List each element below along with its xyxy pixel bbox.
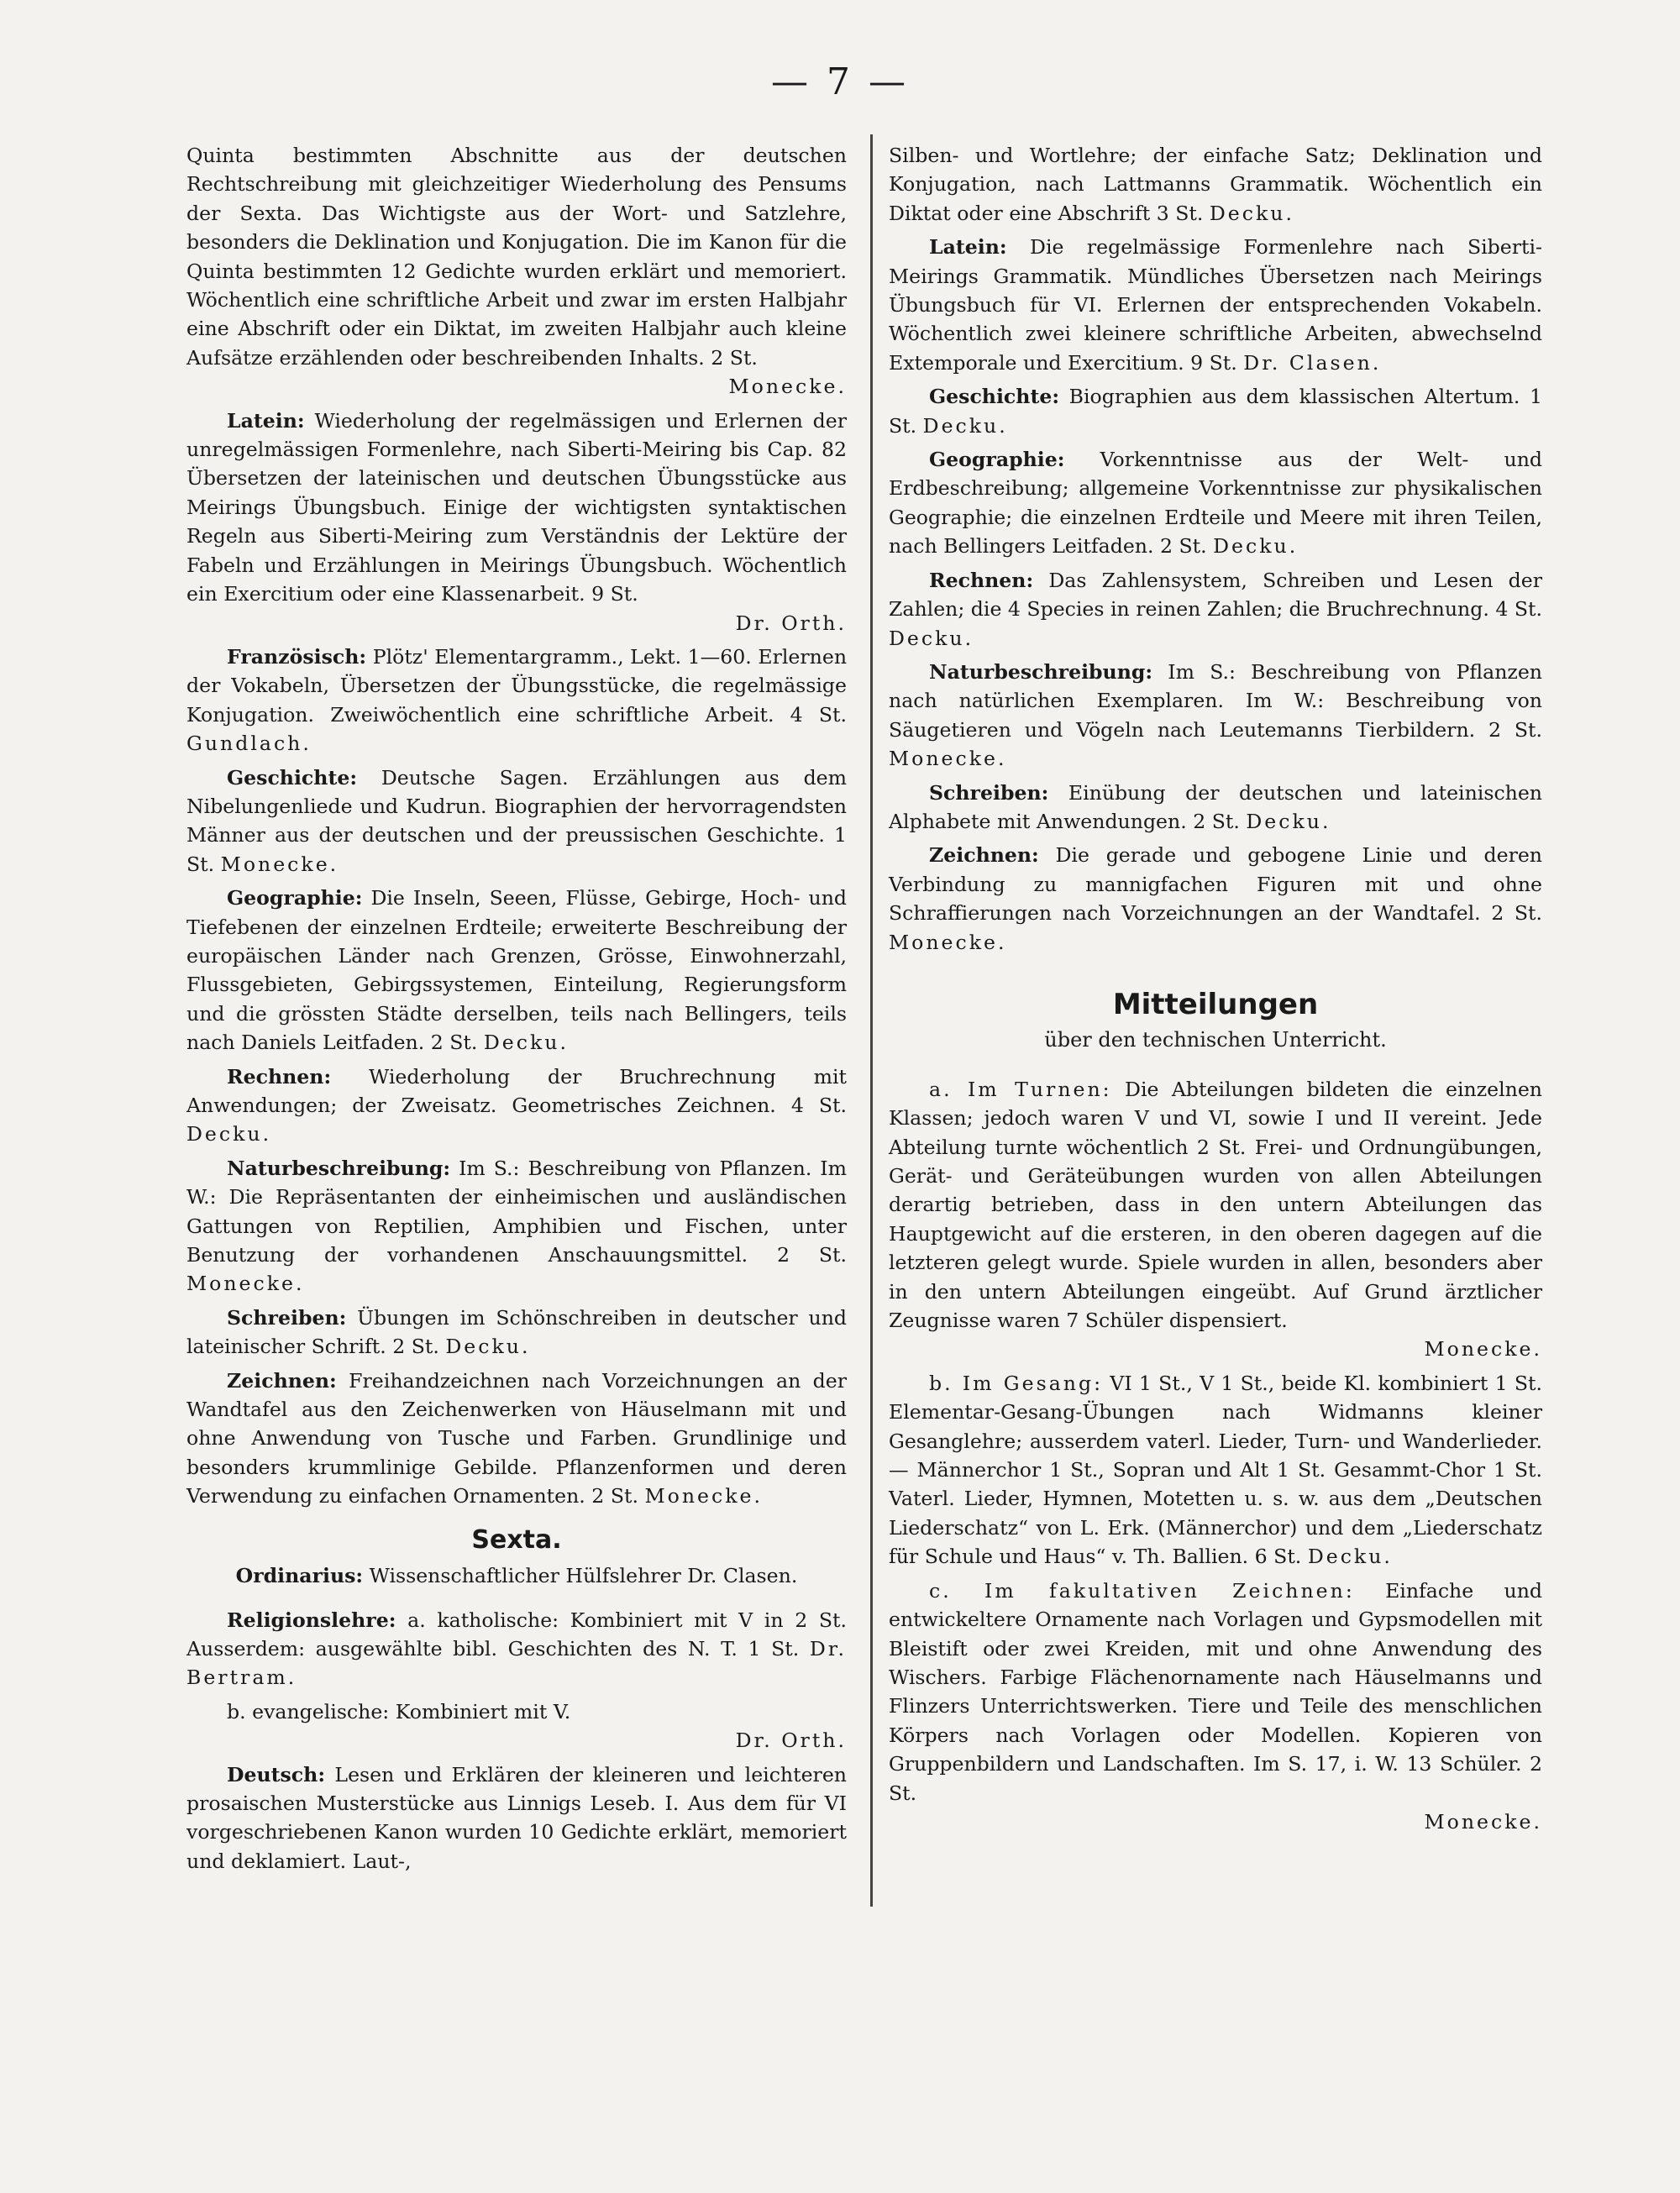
subject-label: Latein: bbox=[929, 235, 1007, 260]
body-text: Die gerade und gebogene Linie und deren Verbindung zu mannigfachen Figuren mit und ohne Schraffierungen nach Vorzeichnungen an der Wandtafel. 2 St. bbox=[889, 843, 1543, 926]
subject-label: Geographie: bbox=[929, 448, 1065, 472]
teacher-name: Gundlach. bbox=[186, 732, 312, 756]
teacher-name: Decku. bbox=[445, 1335, 531, 1359]
body-text: Die Inseln, Seeen, Flüsse, Gebirge, Hoch- und Tiefebenen der einzelnen Erdteile; erweiterte Beschreibung der europäischen Länder nach Grenzen, Grösse, Einwohnerzahl, Flussgebieten, Gebirgssystemen, Einteilung, Regierungsform und die grössten Städte derselben, teils nach Bellingers, teils nach Daniels Leitfaden. 2 St. bbox=[186, 886, 848, 1055]
teacher-name: Monecke. bbox=[1424, 1337, 1542, 1361]
entry-geschichte bbox=[889, 382, 1542, 440]
teacher-name: Dr. Bertram. bbox=[186, 1636, 847, 1690]
body-text: Freihandzeichnen nach Vorzeichnungen an der Wandtafel aus den Zeichenwerken von Häuselmann mit und ohne Anwendung von Tusche und Farben. Grundlinige und besonders krummlinige Gebilde. Pflanzenformen und deren Verwendung zu einfachen Ornamenten. 2 St. bbox=[186, 1368, 848, 1508]
body-text: Wiederholung der regelmässigen und Erlernen der unregelmässigen Formenlehre, nach Siberti-Meiring bis Cap. 82 Übersetzen der lateinischen und deutschen Übungsstücke aus Meirings Übungsbuch. Einige der wichtigsten syntaktischen Regeln aus Siberti-Meiring zum Verständnis der Lektüre der Fabeln und Erzählungen in Meirings Übungsbuch. Wöchentlich ein Exercitium oder eine Klassenarbeit. 9 St. bbox=[186, 408, 847, 606]
right-column bbox=[889, 141, 1542, 1841]
body-text: Vorkenntnisse aus der Welt- und Erdbeschreibung; allgemeine Vorkenntnisse zur physikalischen Geographie; die einzelnen Erdteile und Meere mit ihren Teilen, nach Bellingers Leitfaden. 2 St. bbox=[889, 448, 1543, 559]
section-heading-sexta: Sexta. bbox=[471, 1524, 562, 1555]
entry-religionslehre-b bbox=[186, 1697, 847, 1755]
entry-deutsch bbox=[186, 1760, 847, 1876]
subject-label: Rechnen: bbox=[929, 568, 1034, 592]
teacher-name: Monecke. bbox=[1424, 1809, 1542, 1834]
subject-label: Schreiben: bbox=[929, 780, 1049, 805]
teacher-name: Decku. bbox=[922, 413, 1008, 438]
body-text: VI 1 St., V 1 St., beide Kl. kombiniert 1 St. Elementar-Gesang-Übungen nach Widmanns kleiner Gesanglehre; ausserdem vaterl. Lieder, Turn- und Wanderlieder. — Männerchor 1 St., Sopran und Alt 1 St. Gesammt-Chor 1 St. Vaterl. Lieder, Hymnen, Motetten u. s. w. aus dem „Deutschen Liederschatz“ von L. Erk. (Männerchor) und dem „Liederschatz für Schule und Haus“ v. Th. Ballien. 6 St. bbox=[889, 1371, 1543, 1569]
subject-label: Deutsch: bbox=[227, 1762, 326, 1786]
body-text: Übungen im Schönschreiben in deutscher und lateinischer Schrift. 2 St. bbox=[186, 1305, 847, 1359]
body-text: Lesen und Erklären der kleineren und leichteren prosaischen Musterstücke aus Linnigs Leseb. I. Aus dem für VI vorgeschriebenen Kanon wurden 10 Gedichte erklärt, memoriert und deklamiert. Laut-, bbox=[186, 1762, 847, 1873]
entry-turnen bbox=[889, 1075, 1542, 1364]
subject-label: c. Im fakultativen Zeichnen: bbox=[929, 1578, 1355, 1603]
body-text: Biographien aus dem klassischen Altertum. 1 St. bbox=[889, 385, 1542, 438]
entry-gesang bbox=[889, 1369, 1542, 1571]
subject-label: Geschichte: bbox=[929, 385, 1060, 409]
body-text: Wiederholung der Bruchrechnung mit Anwendungen; der Zweisatz. Geometrisches Zeichnen. 4 St. bbox=[186, 1064, 848, 1117]
teacher-name: Decku. bbox=[889, 626, 974, 650]
entry-franzoesisch bbox=[186, 643, 847, 758]
teacher-name: Monecke. bbox=[889, 747, 1007, 771]
ordinarius-line bbox=[186, 1561, 847, 1590]
subject-label: Naturbeschreibung: bbox=[929, 659, 1153, 684]
body-text: a. katholische: Kombiniert mit V in 2 St. Ausserdem: ausgewählte bibl. Geschichten des N. T. 1 St. bbox=[186, 1608, 847, 1660]
body-text: Das Zahlensystem, Schreiben und Lesen der Zahlen; die 4 Species in reinen Zahlen; die Bruchrechnung. 4 St. bbox=[889, 568, 1543, 622]
left-column bbox=[186, 141, 847, 1881]
body-text: b. evangelische: Kombiniert mit V. bbox=[227, 1699, 571, 1723]
body-text: Die regelmässige Formenlehre nach Siberti-Meirings Grammatik. Mündliches Übersetzen nach Meirings Übungsbuch für VI. Erlernen der entsprechenden Vokabeln. Wöchentlich zwei kleinere schriftliche Arbeiten, abwechselnd Extemporale und Exercitium. 9 St. bbox=[889, 235, 1543, 375]
teacher-name: Dr. Clasen. bbox=[1243, 350, 1382, 375]
entry-zeichnen bbox=[186, 1367, 847, 1511]
body-text: Im S.: Beschreibung von Pflanzen nach natürlichen Exemplaren. Im W.: Beschreibung von Säugetieren und Vögeln nach Leutemanns Tierbildern. 2 St. bbox=[889, 659, 1543, 742]
teacher-name: Decku. bbox=[483, 1031, 569, 1055]
body-text: Einübung der deutschen und lateinischen Alphabete mit Anwendungen. 2 St. bbox=[889, 780, 1543, 833]
column-divider bbox=[870, 134, 873, 1907]
teacher-name: Dr. Orth. bbox=[735, 1729, 847, 1753]
teacher-name: Decku. bbox=[1213, 534, 1299, 559]
ordinarius-text: Wissenschaftlicher Hülfslehrer Dr. Clasen. bbox=[369, 1564, 798, 1588]
ordinarius-label: Ordinarius: bbox=[235, 1564, 364, 1588]
subject-label: a. Im Turnen: bbox=[929, 1077, 1112, 1101]
teacher-name: Monecke. bbox=[644, 1484, 763, 1508]
teacher-name: Decku. bbox=[1246, 809, 1331, 833]
subject-label: Zeichnen: bbox=[227, 1368, 337, 1393]
entry-geographie bbox=[186, 884, 847, 1057]
subject-label: Naturbeschreibung: bbox=[227, 1156, 451, 1180]
subject-label: b. Im Gesang: bbox=[929, 1371, 1104, 1395]
teacher-name: Monecke. bbox=[186, 1272, 305, 1296]
quinta-deutsch-continuation bbox=[186, 141, 847, 401]
subject-label: Latein: bbox=[227, 408, 305, 433]
body-text: Einfache und entwickeltere Ornamente nach Vorlagen und Gypsmodellen mit Bleistift oder zwei Kreiden, mit und ohne Anwendung des Wischers. Farbige Flächenornamente nach Häuselmanns und Flinzers Unterrichtswerken. Tiere und Teile des menschlichen Körpers nach Vorlagen oder Modellen. Kopieren von Gruppenbildern und Landschaften. Im S. 17, i. W. 13 Schüler. 2 St. bbox=[889, 1578, 1542, 1805]
subject-label: Geographie: bbox=[227, 886, 363, 910]
teacher-name: Decku. bbox=[186, 1122, 272, 1146]
subject-label: Schreiben: bbox=[227, 1305, 347, 1330]
entry-geschichte bbox=[186, 763, 847, 879]
teacher-name: Monecke. bbox=[728, 375, 847, 399]
body-text: Silben- und Wortlehre; der einfache Satz; Deklination und Konjugation, nach Lattmanns Grammatik. Wöchentlich ein Diktat oder eine Abschrift 3 St. bbox=[889, 144, 1542, 225]
entry-rechnen bbox=[186, 1062, 847, 1149]
body-text: Im S.: Beschreibung von Pflanzen. Im W.: Die Repräsentanten der einheimischen und ausländischen Gattungen von Reptilien, Amphibien und Fischen, unter Benutzung der vorhandenen Anschauungsmittel. 2 St. bbox=[186, 1156, 847, 1267]
subject-label: Zeichnen: bbox=[929, 843, 1039, 868]
teacher-name: Monecke. bbox=[889, 930, 1007, 954]
section-subheading: über den technischen Unterricht. bbox=[1044, 1028, 1387, 1052]
entry-religionslehre bbox=[186, 1606, 847, 1692]
section-heading-mitteilungen: Mitteilungen bbox=[1112, 987, 1319, 1021]
teacher-name: Dr. Orth. bbox=[735, 611, 847, 635]
entry-naturbeschreibung bbox=[186, 1154, 847, 1298]
body-text: Quinta bestimmten Abschnitte aus der deutschen Rechtschreibung mit gleichzeitiger Wiederholung des Pensums der Sexta. Das Wichtigste aus der Wort- und Satzlehre, besonders die Deklination und Konjugation. Die im Kanon für die Quinta bestimmten 12 Gedichte wurden erklärt und memoriert. Wöchentlich eine schriftliche Arbeit und zwar im ersten Halbjahr eine Abschrift oder ein Diktat, im zweiten Halbjahr auch kleine Aufsätze erzählenden oder beschreibenden Inhalts. 2 St. bbox=[186, 144, 847, 370]
teacher-name: Decku. bbox=[1209, 201, 1294, 225]
subject-label: Rechnen: bbox=[227, 1064, 332, 1089]
entry-latein bbox=[186, 407, 847, 637]
entry-schreiben bbox=[889, 779, 1542, 837]
subject-label: Religionslehre: bbox=[227, 1608, 396, 1632]
entry-geographie bbox=[889, 445, 1542, 561]
body-text: Die Abteilungen bildeten die einzelnen Klassen; jedoch waren V und VI, sowie I und II vereint. Jede Abteilung turnte wöchentlich 2 St. Frei- und Ordnungübungen, Gerät- und Geräteübungen wurden von allen Abteilungen derartig betrieben, dass in den untern Abteilungen das Hauptgewicht auf die ersteren, in den oberen dagegen auf die letzteren gelegt wurde. Spiele wurden in allen, besonders aber in den untern Abteilungen eingeübt. Auf Grund ärztlicher Zeugnisse waren 7 Schüler dispensiert. bbox=[889, 1077, 1542, 1333]
entry-rechnen bbox=[889, 566, 1542, 653]
body-text: Deutsche Sagen. Erzählungen aus dem Nibelungenliede und Kudrun. Biographien der hervorragendsten Männer aus der deutschen und der preussischen Geschichte. 1 St. bbox=[186, 765, 848, 876]
teacher-name: Decku. bbox=[1307, 1545, 1393, 1569]
subject-label: Französisch: bbox=[227, 644, 367, 669]
subject-label: Geschichte: bbox=[227, 765, 358, 790]
sexta-deutsch-continuation bbox=[889, 141, 1542, 228]
entry-naturbeschreibung bbox=[889, 658, 1542, 774]
entry-zeichnen bbox=[889, 841, 1542, 957]
page-number: — 7 — bbox=[771, 60, 909, 103]
entry-latein bbox=[889, 233, 1542, 377]
body-text: Plötz' Elementargramm., Lekt. 1—60. Erlernen der Vokabeln, Übersetzen der Übungsstücke, die regelmässige Konjugation. Zweiwöchentlich eine schriftliche Arbeit. 4 St. bbox=[186, 644, 848, 727]
teacher-name: Monecke. bbox=[220, 852, 339, 876]
entry-schreiben bbox=[186, 1304, 847, 1361]
entry-fakultatives-zeichnen bbox=[889, 1577, 1542, 1837]
